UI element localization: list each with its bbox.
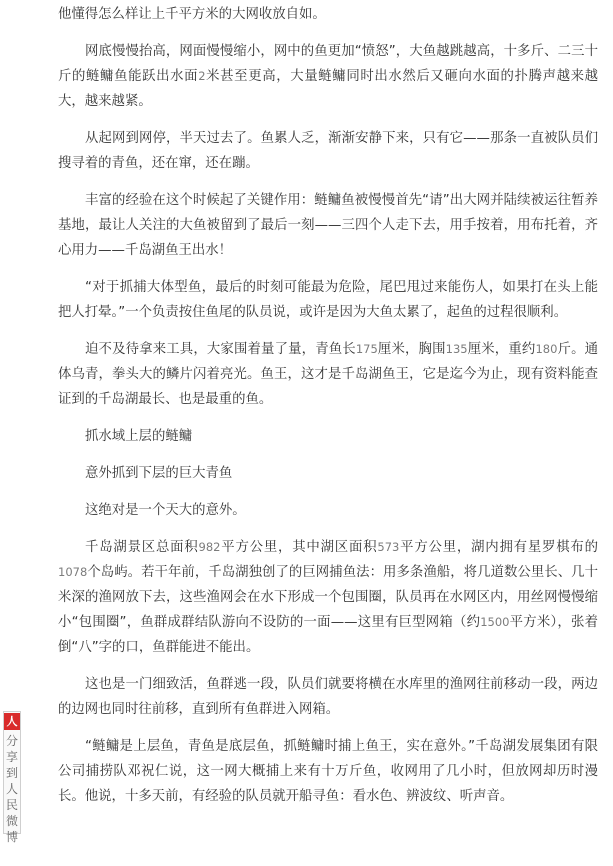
numeric-value: 135 bbox=[445, 342, 468, 356]
text-segment: 厘米，胸围 bbox=[377, 342, 446, 357]
text-segment: 网底慢慢抬高，网面慢慢缩小，网中的鱼更加“愤怒”，大鱼越跳越高，十多斤、二三十斤的鲢鳙鱼能跃出水面 bbox=[58, 44, 598, 84]
text-segment: 米甚至更高，大量鲢鳙同时出水然后又砸向水面的扑腾声越来越大，越来越紧。 bbox=[58, 69, 599, 109]
text-segment: 他懂得怎么样让上千平方米的大网收放自如。 bbox=[58, 7, 326, 22]
text-segment: 丰富的经验在这个时候起了关键作用：鲢鳙鱼被慢慢首先“请”出大网并陆续被运往暂养基地，最让人关注的大鱼被留到了最后一刻——三四个人走下去，用手按着，用布托着，齐心用力——千岛湖鱼王出水！ bbox=[58, 193, 598, 258]
article-paragraph bbox=[58, 424, 598, 449]
article-paragraph bbox=[58, 39, 598, 114]
article-paragraph bbox=[58, 275, 598, 325]
article-body bbox=[58, 0, 598, 821]
text-segment: 个岛屿。若干年前，千岛湖独创了的巨网捕鱼法：用多条渔船，将几道数公里长、几十米深的渔网放下去，这些渔网会在水下形成一个包围圈，队员再在水网区内，用丝网慢慢缩小“包围圈”，鱼群成群结队游向不设防的一面——这里有巨型网箱（约 bbox=[58, 565, 598, 630]
article-paragraph bbox=[58, 2, 598, 27]
text-segment: “鲢鳙是上层鱼，青鱼是底层鱼，抓鲢鳙时捕上鱼王，实在意外。”千岛湖发展集团有限公司捕捞队邓祝仁说，这一网大概捕上来有十万斤鱼，收网用了几小时，但放网却历时漫长。他说，十多天前，有经验的队员就开船寻鱼：看水色、辨波纹、听声音。 bbox=[58, 739, 598, 804]
article-paragraph bbox=[58, 126, 598, 176]
share-to-people-weibo-button[interactable] bbox=[3, 711, 21, 844]
people-weibo-logo-icon: 人 bbox=[4, 713, 20, 730]
text-segment: 抓水域上层的鲢鳙 bbox=[85, 429, 193, 444]
numeric-value: 1500 bbox=[480, 615, 510, 629]
text-segment: 斤。通体乌青，拳头大的鳞片闪着亮光。鱼王，这才是千岛湖鱼王，它是迄今为止，现有资料能查证到的千岛湖最长、也是最重的鱼。 bbox=[58, 342, 599, 407]
numeric-value: 982 bbox=[198, 540, 221, 554]
numeric-value: 2 bbox=[198, 69, 206, 83]
text-segment: 平方米），张着倒“八”字的口，鱼群能进不能出。 bbox=[58, 615, 598, 655]
text-segment: 意外抓到下层的巨大青鱼 bbox=[85, 466, 233, 481]
text-segment: 从起网到网停，半天过去了。鱼累人乏，渐渐安静下来，只有它——那条一直被队员们搜寻着的青鱼，还在窜，还在蹦。 bbox=[58, 131, 598, 171]
text-segment: 平方公里，其中湖区面积 bbox=[220, 540, 378, 555]
numeric-value: 573 bbox=[377, 540, 400, 554]
text-segment: “对于抓捕大体型鱼，最后的时刻可能最为危险，尾巴甩过来能伤人，如果打在头上能把人打晕。”一个负责按住鱼尾的队员说，或许是因为大鱼太累了，起鱼的过程很顺利。 bbox=[58, 280, 598, 320]
text-segment: 厘米，重约 bbox=[467, 342, 536, 357]
article-paragraph bbox=[58, 672, 598, 722]
article-paragraph bbox=[58, 535, 598, 660]
article-paragraph bbox=[58, 734, 598, 809]
article-paragraph bbox=[58, 337, 598, 412]
share-label: 分享到人民微博 bbox=[5, 734, 18, 844]
numeric-value: 180 bbox=[535, 342, 558, 356]
text-segment: 平方公里，湖内拥有星罗棋布的 bbox=[399, 540, 599, 555]
text-segment: 这也是一门细致活，鱼群逃一段，队员们就要将横在水库里的渔网往前移动一段，两边的边网也同时往前移，直到所有鱼群进入网箱。 bbox=[58, 677, 598, 717]
article-paragraph bbox=[58, 498, 598, 523]
article-paragraph bbox=[58, 188, 598, 263]
numeric-value: 175 bbox=[355, 342, 378, 356]
text-segment: 千岛湖景区总面积 bbox=[85, 540, 199, 555]
numeric-value: 1078 bbox=[58, 565, 88, 579]
text-segment: 迫不及待拿来工具，大家围着量了量，青鱼长 bbox=[85, 342, 356, 357]
text-segment: 这绝对是一个天大的意外。 bbox=[85, 503, 246, 518]
article-paragraph bbox=[58, 461, 598, 486]
